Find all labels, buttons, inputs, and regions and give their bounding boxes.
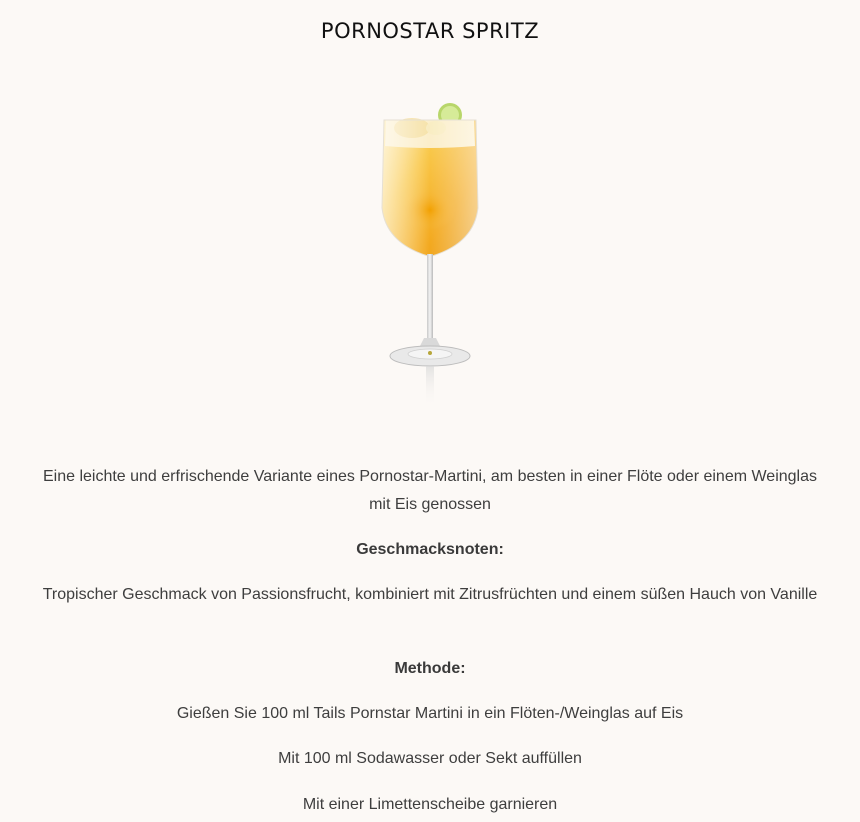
cocktail-image [370,98,490,418]
method-step: Gießen Sie 100 ml Tails Pornstar Martini in ein Flöten-/Weinglas auf Eis [176,705,684,722]
cocktail-glass-icon [370,98,490,418]
method-step: Mit einer Limettenscheibe garnieren [302,796,558,813]
tasting-notes-text: Tropischer Geschmack von Passionsfrucht, kombiniert mit Zitrusfrüchten und einem süßen Hauch von Vanille [42,586,818,603]
method-step: Mit 100 ml Sodawasser oder Sekt auffüllen [278,750,582,767]
method-heading: Methode: [394,660,466,677]
recipe-description: Eine leichte und erfrischende Variante eines Pornostar-Martini, am besten in einer Flöte oder einem Weinglas mit Eis genossen [42,468,818,513]
tasting-notes-heading: Geschmacksnoten: [356,541,504,558]
page-title: PORNOSTAR SPRITZ [320,19,540,43]
